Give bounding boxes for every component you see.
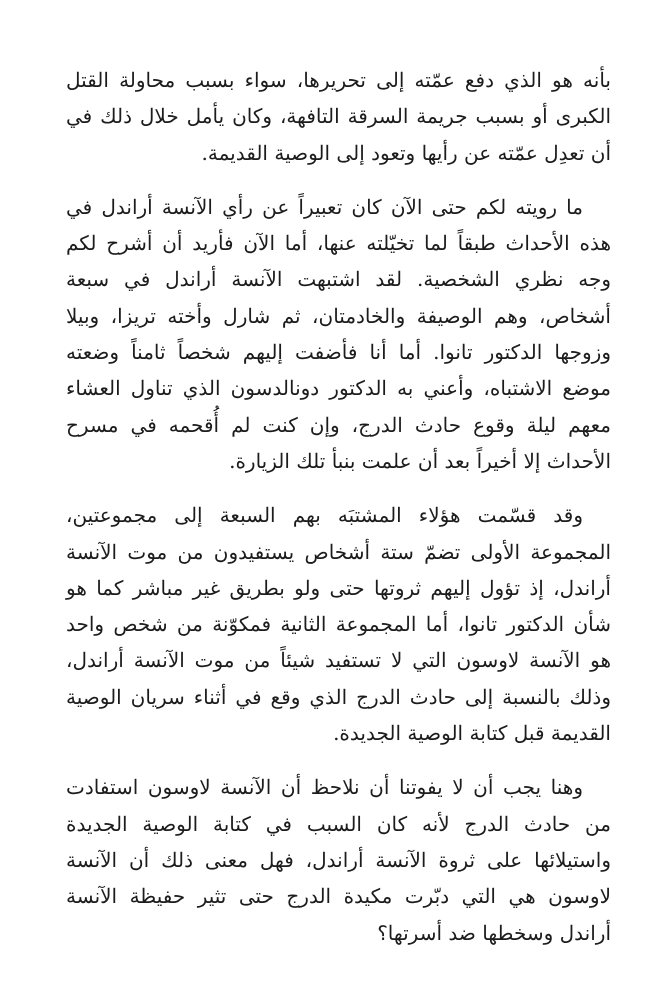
paragraph-3: وقد قسّمت هؤلاء المشتبَه بهم السبعة إلى مجموعتين، المجموعة الأولى تضمّ ستة أشخاص يستفيدون من موت الآنسة أراندل، إذ تؤول إليهم ثروتها حتى ولو بطريق غير مباشر كما هو شأن الدكتور تانوا، أما المجموعة الثانية فمكوّنة من شخص واحد هو الآنسة لاوسون التي لا تستفيد شيئاً من موت الآنسة أراندل، وذلك بالنسبة إلى حادث الدرج الذي وقع في أثناء سريان الوصية القديمة قبل كتابة الوصية الجديدة. bbox=[66, 503, 611, 746]
page-text-body bbox=[66, 62, 611, 951]
paragraph-2: ما رويته لكم حتى الآن كان تعبيراً عن رأي الآنسة أراندل في هذه الأحداث طبقاً لما تخيّلته عنها، أما الآن فأريد أن أشرح لكم وجه نظري الشخصية. لقد اشتبهت الآنسة أراندل في سبعة أشخاص، وهم الوصيفة والخادمتان، ثم شارل وأخته تريزا، وبيلا وزوجها الدكتور تانوا. أما أنا فأضفت إليهم شخصاً ثامناً وضعته موضع الاشتباه، وأعني به الدكتور دونالدسون الذي تناول العشاء معهم ليلة وقوع حادث الدرج، وإن كنت لم أُقحمه في مسرح الأحداث إلا أخيراً بعد أن علمت بنبأ تلك الزيارة. bbox=[66, 194, 611, 473]
paragraph-1: بأنه هو الذي دفع عمّته إلى تحريرها، سواء بسبب محاولة القتل الكبرى أو بسبب جريمة السرقة التافهة، وكان يأمل خلال ذلك في أن تعدِل عمّته عن رأيها وتعود إلى الوصية القديمة. bbox=[66, 68, 611, 165]
paragraph-4: وهنا يجب أن لا يفوتنا أن نلاحظ أن الآنسة لاوسون استفادت من حادث الدرج لأنه كان السبب في كتابة الوصية الجديدة واستيلائها على ثروة الآنسة أراندل، فهل معنى ذلك أن الآنسة لاوسون هي التي دبّرت مكيدة الدرج حتى تثير حفيظة الآنسة أراندل وسخطها ضد أسرتها؟ bbox=[66, 775, 611, 945]
